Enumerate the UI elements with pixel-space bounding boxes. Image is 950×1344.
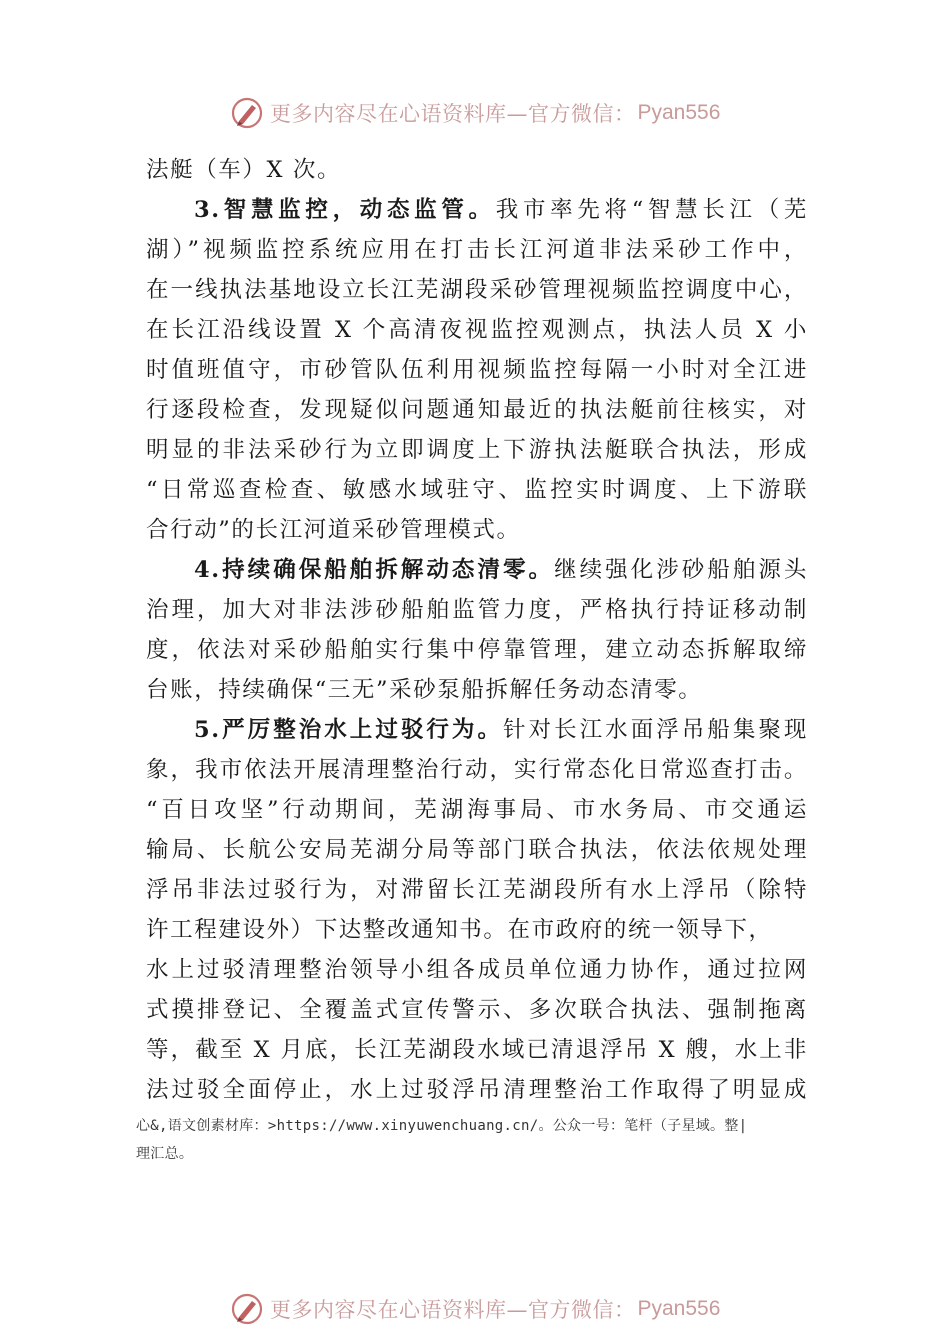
- line-text: 度，依法对采砂船舶实行集中停靠管理，建立动态拆解取缔: [146, 637, 808, 663]
- line-text: 湖）”视频监控系统应用在打击长江河道非法采砂工作中，: [146, 237, 808, 263]
- line-text: “百日攻坚”行动期间，芜湖海事局、市水务局、市交通运: [146, 797, 808, 823]
- section-heading: 4.持续确保船舶拆解动态清零。: [194, 557, 555, 583]
- line-text: 行逐段检查，发现疑似问题通知最近的执法艇前往核实，对: [146, 397, 808, 423]
- banner-wechat-id: Pyan556: [637, 101, 721, 124]
- paragraph-line: [146, 830, 808, 870]
- paragraph-line: [146, 270, 808, 310]
- line-text: 浮吊非法过驳行为，对滞留长江芜湖段所有水上浮吊（除特: [146, 877, 808, 903]
- paragraph-line: [146, 910, 808, 950]
- line-text: 法艇（车）X 次。: [146, 157, 342, 183]
- line-text: 治理，加大对非法涉砂船舶监管力度，严格执行持证移动制: [146, 597, 808, 623]
- paragraph-start-line: [146, 190, 808, 230]
- footer-line: 心&,语文创素材库：>https://www.xinyuwenchuang.cn/。公众一号：笔杆（子星域。整|: [136, 1118, 748, 1134]
- line-text: 我市率先将“智慧长江（芜: [495, 197, 808, 223]
- line-text: 水上过驳清理整治领导小组各成员单位通力协作，通过拉网: [146, 957, 808, 983]
- footer-banner: [230, 1292, 730, 1326]
- line-text: 在一线执法基地设立长江芜湖段采砂管理视频监控调度中心，: [146, 277, 808, 303]
- paragraph-line: [146, 870, 808, 910]
- paragraph-line: [146, 350, 808, 390]
- line-text: 法过驳全面停止，水上过驳浮吊清理整治工作取得了明显成: [146, 1077, 808, 1103]
- line-text: 明显的非法采砂行为立即调度上下游执法艇联合执法，形成: [146, 437, 808, 463]
- paragraph-line: [146, 150, 808, 190]
- paragraph-line: [146, 470, 808, 510]
- line-text: 象，我市依法开展清理整治行动，实行常态化日常巡查打击。: [146, 757, 808, 783]
- paragraph-line: [146, 670, 808, 710]
- paragraph-line: [146, 510, 808, 550]
- paragraph-line: [146, 990, 808, 1030]
- section-heading: 3.智慧监控，动态监管。: [194, 197, 496, 223]
- paragraph-line: [146, 430, 808, 470]
- paragraph-start-line: [146, 710, 808, 750]
- paragraph-start-line: [146, 550, 808, 590]
- line-text: 继续强化涉砂船舶源头: [554, 557, 808, 583]
- header-banner: [230, 96, 730, 130]
- paragraph-line: [146, 590, 808, 630]
- paragraph-line: [146, 790, 808, 830]
- paragraph-line: [146, 950, 808, 990]
- paragraph-line: [146, 750, 808, 790]
- line-text: 针对长江水面浮吊船集聚现: [503, 717, 808, 743]
- banner-text: 更多内容尽在心语资料库—官方微信：: [270, 1298, 636, 1322]
- footer-line: 理汇总。: [136, 1146, 194, 1162]
- line-text: 在长江沿线设置 X 个高清夜视监控观测点，执法人员 X 小: [146, 317, 808, 343]
- line-text: “日常巡查检查、敏感水域驻守、监控实时调度、上下游联: [146, 477, 808, 503]
- line-text: 时值班值守，市砂管队伍利用视频监控每隔一小时对全江进: [146, 357, 808, 383]
- paragraph-line: [146, 310, 808, 350]
- line-text: 合行动”的长江河道采砂管理模式。: [146, 517, 521, 543]
- line-text: 台账，持续确保“三无”采砂泵船拆解任务动态清零。: [146, 677, 703, 703]
- paragraph-line: [146, 1070, 808, 1110]
- line-text: 式摸排登记、全覆盖式宣传警示、多次联合执法、强制拖离: [146, 997, 808, 1023]
- banner-text: 更多内容尽在心语资料库—官方微信：: [270, 102, 636, 126]
- line-text: 等，截至 X 月底，长江芜湖段水域已清退浮吊 X 艘，水上非: [146, 1037, 808, 1063]
- pen-logo-icon: [230, 96, 264, 130]
- section-heading: 5.严厉整治水上过驳行为。: [194, 717, 504, 743]
- document-body: [146, 150, 808, 1110]
- paragraph-line: [146, 390, 808, 430]
- line-text: 许工程建设外）下达整改通知书。在市政府的统一领导下，: [146, 917, 773, 943]
- banner-wechat-id: Pyan556: [637, 1297, 721, 1320]
- paragraph-line: [146, 1030, 808, 1070]
- line-text: 输局、长航公安局芜湖分局等部门联合执法，依法依规处理: [146, 837, 808, 863]
- paragraph-line: [146, 230, 808, 270]
- paragraph-line: [146, 630, 808, 670]
- pen-logo-icon: [230, 1292, 264, 1326]
- footer-note: [136, 1112, 816, 1168]
